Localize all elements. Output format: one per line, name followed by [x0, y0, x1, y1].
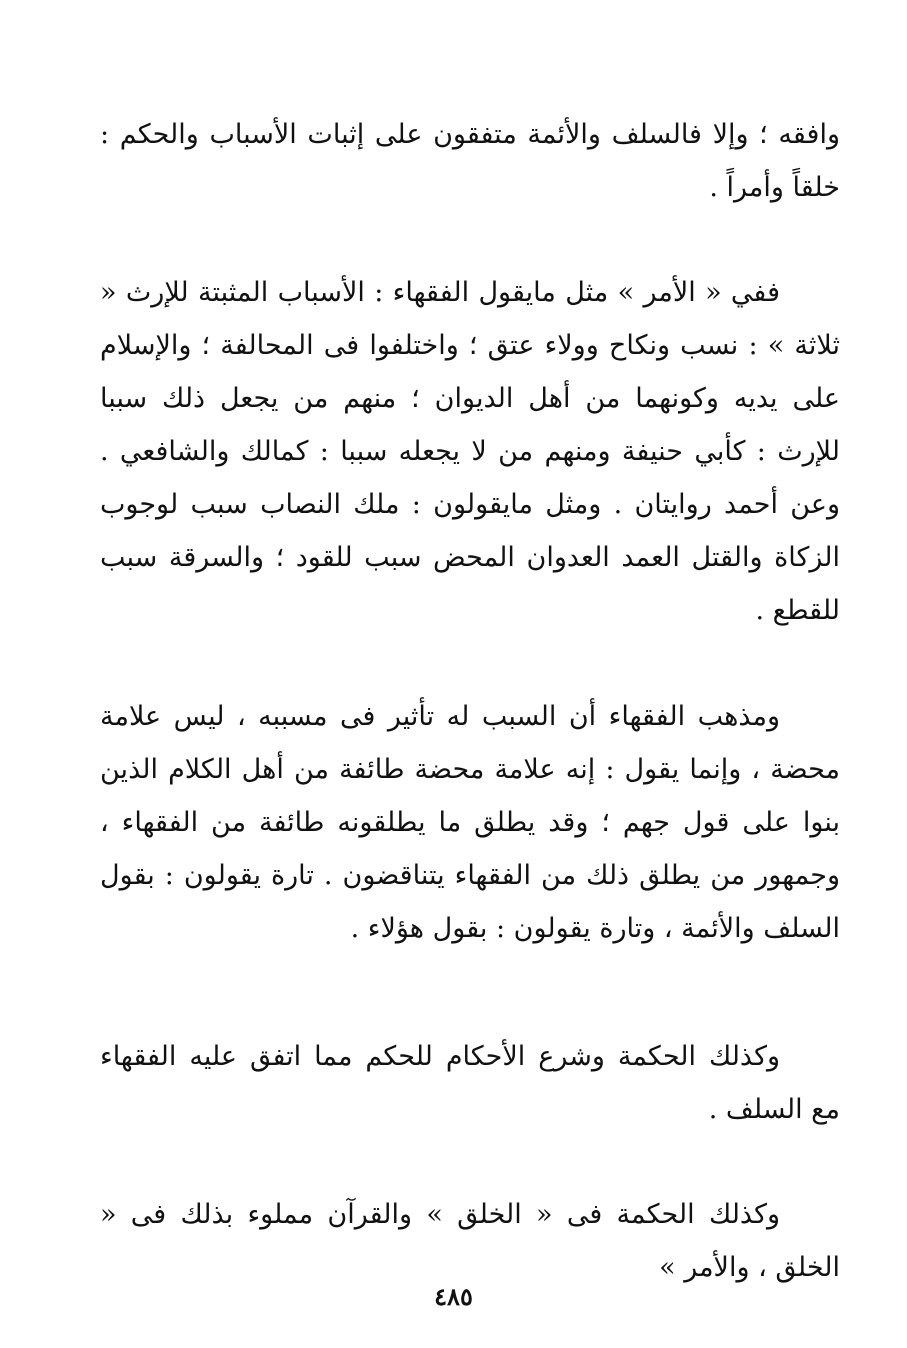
paragraph-3: ومذهب الفقهاء أن السبب له تأثير فى مسببه ، ليس علامة محضة ، وإنما يقول : إنه علامة محضة طائفة من أهل الكلام الذين بنوا على قول جهم ؛ وقد يطلق ما يطلقونه طائفة من الفقهاء ، وجمهور من يطلق ذلك من الفقهاء يتناقضون . تارة يقولون : بقول السلف والأئمة ، وتارة يقولون : بقول هؤلاء .	[100, 701, 840, 944]
paragraph-1: وافقه ؛ وإلا فالسلف والأئمة متفقون على إثبات الأسباب والحكم : خلقاً وأمراً .	[100, 119, 840, 203]
paragraph-5: وكذلك الحكمة فى « الخلق » والقرآن مملوء بذلك فى « الخلق ، والأمر »	[100, 1199, 840, 1283]
paragraph-2: ففي « الأمر » مثل مايقول الفقهاء : الأسباب المثبتة للإرث « ثلاثة » : نسب ونكاح وولاء عتق ؛ واختلفوا فى المحالفة ؛ والإسلام على يديه وكونهما من أهل الديوان ؛ منهم من يجعل ذلك سببا للإرث : كأبي حنيفة ومنهم من لا يجعله سببا : كمالك والشافعي . وعن أحمد روايتان . ومثل مايقولون : ملك النصاب سبب لوجوب الزكاة والقتل العمد العدوان المحض سبب للقود ؛ والسرقة سبب للقطع .	[100, 277, 840, 626]
paragraph-4: وكذلك الحكمة وشرع الأحكام للحكم مما اتفق عليه الفقهاء مع السلف .	[100, 1041, 840, 1125]
page-number: ٤٨٥	[434, 1282, 473, 1311]
